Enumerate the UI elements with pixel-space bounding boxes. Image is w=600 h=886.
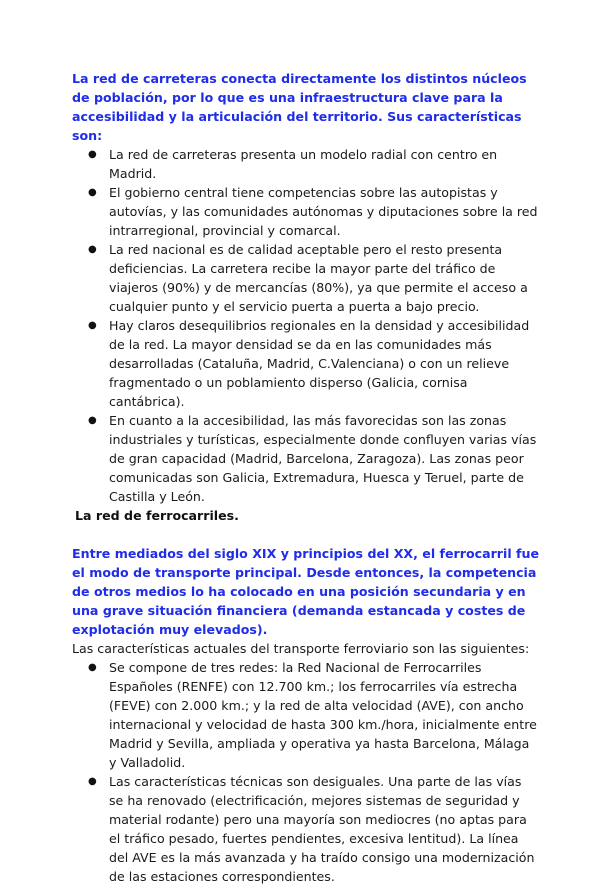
list-item: ● Hay claros desequilibrios regionales en la densidad y accesibilidad de la red. La mayor densidad se da en las comunidades más desarrolladas (Cataluña, Madrid, C.Valenciana) o con un relieve fragmentado o un poblamiento disperso (Galicia, cornisa cantábrica). bbox=[88, 318, 530, 409]
spacer bbox=[72, 525, 542, 544]
list-item: ● En cuanto a la accesibilidad, las más favorecidas son las zonas industriales y turísticas, especialmente donde confluyen varias vías de gran capacidad (Madrid, Barcelona, Zaragoza). Las zonas peor comunicadas son Galicia, Extremadura, Huesca y Teruel, parte de Castilla y León. bbox=[88, 413, 537, 504]
bullet-icon: ● bbox=[88, 776, 97, 787]
railways-lead: Las características actuales del transporte ferroviario son las siguientes: bbox=[72, 641, 530, 656]
document-page bbox=[72, 69, 542, 886]
bullet-icon: ● bbox=[88, 149, 97, 160]
list-item: ● Las características técnicas son desiguales. Una parte de las vías se ha renovado (electrificación, mejores sistemas de seguridad y material rodante) pero una mayoría son mediocres (no aptas para el tráfico pesado, fuertes pendientes, excesiva lentitud). La línea del AVE es la más avanzada y ha traído consigo una modernización de las estaciones correspondientes. bbox=[88, 774, 535, 884]
railways-intro: Entre mediados del siglo XIX y principios del XX, el ferrocarril fue el modo de transporte principal. Desde entonces, la competencia de otros medios lo ha colocado en una posición secundaria y en una grave situación financiera (demanda estancada y costes de explotación muy elevados). bbox=[72, 546, 540, 637]
list-item: ● La red de carreteras presenta un modelo radial con centro en Madrid. bbox=[88, 147, 498, 181]
list-item: ● El gobierno central tiene competencias sobre las autopistas y autovías, y las comunidades autónomas y diputaciones sobre la red intrarregional, provincial y comarcal. bbox=[88, 185, 538, 238]
list-item: ● La red nacional es de calidad aceptable pero el resto presenta deficiencias. La carretera recibe la mayor parte del tráfico de viajeros (90%) y de mercancías (80%), ya que permite el acceso a cualquier punto y el servicio puerta a puerta a bajo precio. bbox=[88, 242, 528, 314]
roads-intro: La red de carreteras conecta directamente los distintos núcleos de población, por lo que es una infraestructura clave para la accesibilidad y la articulación del territorio. Sus características son: bbox=[72, 71, 527, 143]
railways-characteristics-list bbox=[72, 658, 542, 886]
roads-characteristics-list bbox=[72, 145, 542, 506]
bullet-icon: ● bbox=[88, 320, 97, 331]
railways-heading: La red de ferrocarriles. bbox=[75, 508, 239, 523]
bullet-icon: ● bbox=[88, 187, 97, 198]
list-item: ● Se compone de tres redes: la Red Nacional de Ferrocarriles Españoles (RENFE) con 12.700 km.; los ferrocarriles vía estrecha (FEVE) con 2.000 km.; y la red de alta velocidad (AVE), con ancho internacional y velocidad de hasta 300 km./hora, inicialmente entre Madrid y Sevilla, ampliada y operativa ya hasta Barcelona, Málaga y Valladolid. bbox=[88, 660, 537, 770]
bullet-icon: ● bbox=[88, 662, 97, 673]
bullet-icon: ● bbox=[88, 415, 97, 426]
bullet-icon: ● bbox=[88, 244, 97, 255]
